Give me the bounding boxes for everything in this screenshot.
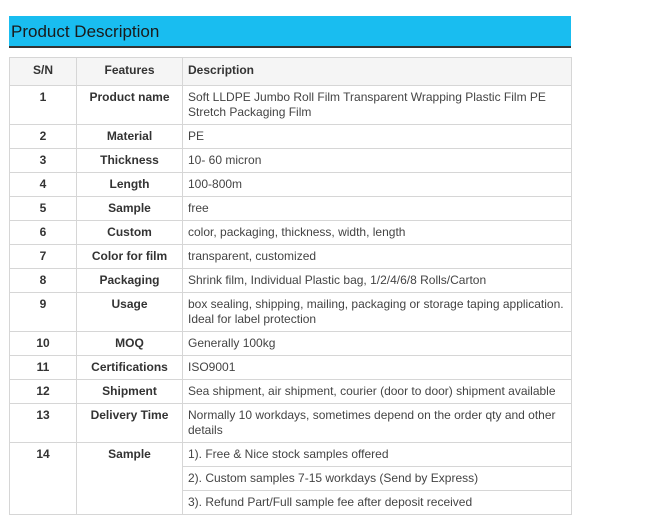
table-row xyxy=(10,380,572,404)
table-row xyxy=(10,404,572,443)
row-feature: Thickness xyxy=(77,149,183,173)
row-feature: Product name xyxy=(77,86,183,125)
row-feature: Sample xyxy=(77,197,183,221)
row-sn: 5 xyxy=(10,197,77,221)
row-description: Sea shipment, air shipment, courier (door to door) shipment available xyxy=(183,380,572,404)
row-description: color, packaging, thickness, width, length xyxy=(183,221,572,245)
row-description: Generally 100kg xyxy=(183,332,572,356)
row-sn: 12 xyxy=(10,380,77,404)
table-row xyxy=(10,293,572,332)
table-row xyxy=(10,245,572,269)
row-feature: Color for film xyxy=(77,245,183,269)
row-sn: 10 xyxy=(10,332,77,356)
row-sn: 7 xyxy=(10,245,77,269)
row-feature: MOQ xyxy=(77,332,183,356)
table-row xyxy=(10,221,572,245)
section-header xyxy=(9,16,571,48)
row-feature: Delivery Time xyxy=(77,404,183,443)
row-sn: 2 xyxy=(10,125,77,149)
row-sn: 13 xyxy=(10,404,77,443)
table-row xyxy=(10,86,572,125)
row-feature: Custom xyxy=(77,221,183,245)
column-header-sn: S/N xyxy=(10,58,77,86)
row-feature: Packaging xyxy=(77,269,183,293)
section-title: Product Description xyxy=(11,22,160,41)
sample-line: 3). Refund Part/Full sample fee after deposit received xyxy=(183,491,572,515)
row-feature: Sample xyxy=(77,443,183,515)
row-sn: 3 xyxy=(10,149,77,173)
row-sn: 4 xyxy=(10,173,77,197)
row-feature: Material xyxy=(77,125,183,149)
row-sn: 14 xyxy=(10,443,77,515)
table-row xyxy=(10,125,572,149)
sample-line: 2). Custom samples 7-15 workdays (Send by Express) xyxy=(183,467,572,491)
table-header-row xyxy=(10,58,572,86)
row-feature: Certifications xyxy=(77,356,183,380)
table-row xyxy=(10,269,572,293)
product-spec-table xyxy=(9,57,572,515)
table-row xyxy=(10,173,572,197)
table-row xyxy=(10,332,572,356)
row-description: Soft LLDPE Jumbo Roll Film Transparent Wrapping Plastic Film PE Stretch Packaging Film xyxy=(183,86,572,125)
row-description: box sealing, shipping, mailing, packaging or storage taping application. Ideal for label protection xyxy=(183,293,572,332)
row-sn: 6 xyxy=(10,221,77,245)
row-sn: 9 xyxy=(10,293,77,332)
row-feature: Usage xyxy=(77,293,183,332)
row-description: 10- 60 micron xyxy=(183,149,572,173)
table-row xyxy=(10,197,572,221)
sample-line: 1). Free & Nice stock samples offered xyxy=(183,443,572,467)
row-sn: 8 xyxy=(10,269,77,293)
table-row xyxy=(10,356,572,380)
row-description: Normally 10 workdays, sometimes depend on the order qty and other details xyxy=(183,404,572,443)
row-description: free xyxy=(183,197,572,221)
row-feature: Length xyxy=(77,173,183,197)
row-description: ISO9001 xyxy=(183,356,572,380)
row-sn: 11 xyxy=(10,356,77,380)
row-feature: Shipment xyxy=(77,380,183,404)
row-sn: 1 xyxy=(10,86,77,125)
row-description: transparent, customized xyxy=(183,245,572,269)
table-row-sample-1 xyxy=(10,443,572,467)
column-header-description: Description xyxy=(183,58,572,86)
row-description: 100-800m xyxy=(183,173,572,197)
row-description: PE xyxy=(183,125,572,149)
row-description: Shrink film, Individual Plastic bag, 1/2/4/6/8 Rolls/Carton xyxy=(183,269,572,293)
column-header-features: Features xyxy=(77,58,183,86)
table-row xyxy=(10,149,572,173)
